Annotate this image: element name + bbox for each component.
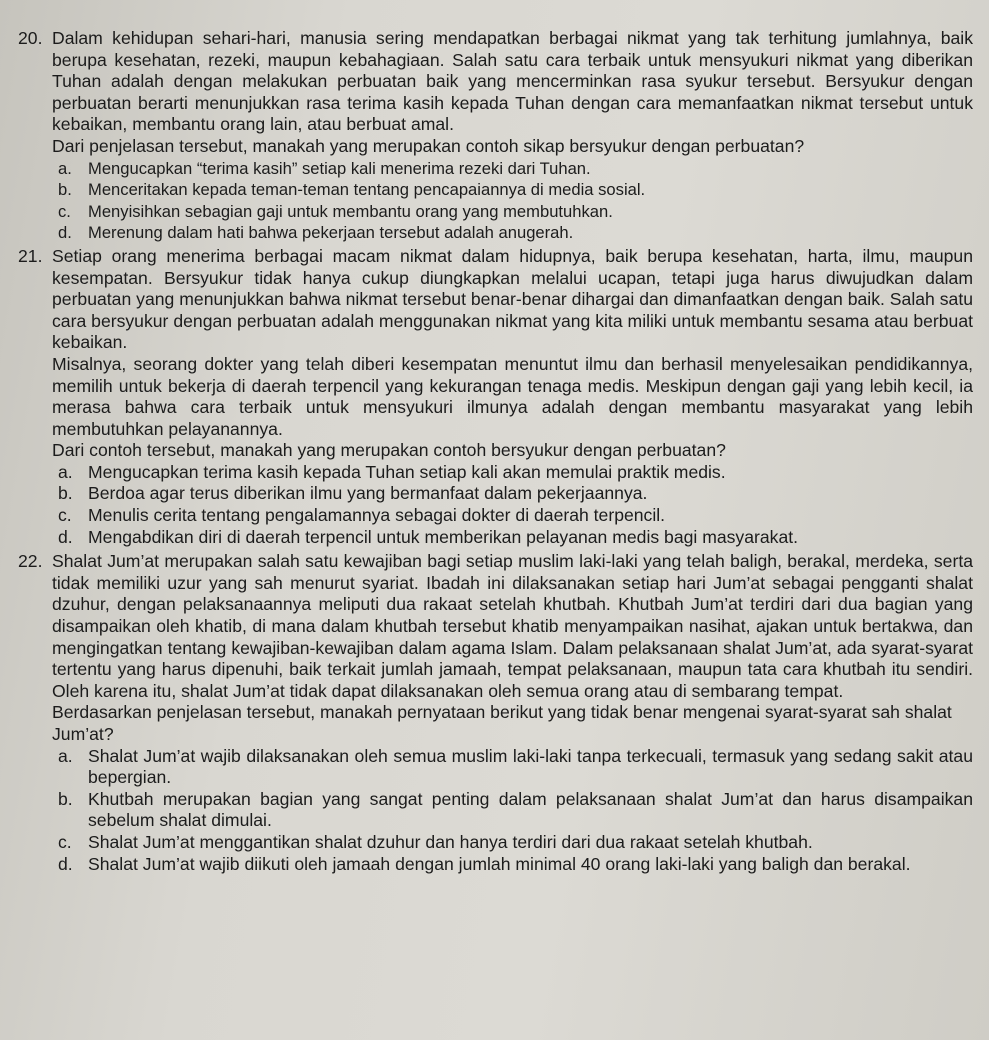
option-text: Shalat Jum’at wajib diikuti oleh jamaah dengan jumlah minimal 40 orang laki-laki yang baligh dan berakal. xyxy=(88,853,911,874)
option-label: d. xyxy=(58,853,73,874)
question-20 xyxy=(18,28,973,244)
answer-option-b[interactable] xyxy=(52,789,973,832)
option-label: c. xyxy=(58,831,72,852)
option-label: d. xyxy=(58,223,72,243)
answer-option-a[interactable] xyxy=(52,158,973,180)
option-text: Merenung dalam hati bahwa pekerjaan tersebut adalah anugerah. xyxy=(88,223,574,243)
answer-options xyxy=(52,462,973,548)
answer-option-c[interactable] xyxy=(52,201,973,223)
answer-option-a[interactable] xyxy=(52,746,973,789)
option-text: Mengucapkan terima kasih kepada Tuhan setiap kali akan memulai praktik medis. xyxy=(88,461,726,482)
question-body xyxy=(52,551,973,875)
option-text: Khutbah merupakan bagian yang sangat penting dalam pelaksanaan shalat Jum’at dan harus disampaikan sebelum shalat dimulai. xyxy=(88,788,973,831)
question-number: 21. xyxy=(18,245,43,266)
option-label: a. xyxy=(58,158,72,178)
question-paragraph: Dalam kehidupan sehari-hari, manusia sering mendapatkan berbagai nikmat yang tak terhitung jumlahnya, baik berupa kesehatan, rezeki, maupun kebahagiaan. Salah satu cara terbaik untuk mensyukuri nikmat yang diberikan Tuhan adalah dengan melakukan perbuatan baik yang mencerminkan rasa syukur tersebut. Bersyukur dengan perbuatan berarti menunjukkan rasa terima kasih kepada Tuhan dengan cara memanfaatkan nikmat tersebut untuk kebaikan, membantu orang lain, atau berbuat amal. xyxy=(52,28,973,135)
question-21 xyxy=(18,246,973,548)
option-text: Shalat Jum’at wajib dilaksanakan oleh semua muslim laki-laki tanpa terkecuali, termasuk yang sedang sakit atau bepergian. xyxy=(88,745,973,788)
question-number: 20. xyxy=(18,28,43,48)
option-label: a. xyxy=(58,461,73,482)
answer-option-d[interactable] xyxy=(52,222,973,244)
option-label: b. xyxy=(58,483,73,504)
option-label: a. xyxy=(58,745,73,766)
question-prompt: Berdasarkan penjelasan tersebut, manakah pernyataan berikut yang tidak benar mengenai syarat-syarat sah shalat Jum’at? xyxy=(52,702,952,744)
option-text: Mengabdikan diri di daerah terpencil untuk memberikan pelayanan medis bagi masyarakat. xyxy=(88,526,799,547)
answer-option-d[interactable] xyxy=(52,854,973,876)
answer-options xyxy=(52,746,973,876)
option-label: d. xyxy=(58,526,73,547)
option-text: Menceritakan kepada teman-teman tentang pencapaiannya di media sosial. xyxy=(88,180,646,200)
question-body xyxy=(52,246,973,548)
worksheet-page xyxy=(18,28,973,875)
answer-options xyxy=(52,158,973,244)
question-prompt: Dari penjelasan tersebut, manakah yang merupakan contoh sikap bersyukur dengan perbuatan? xyxy=(52,135,805,156)
answer-option-c[interactable] xyxy=(52,505,973,527)
question-body xyxy=(52,28,973,244)
answer-option-d[interactable] xyxy=(52,527,973,549)
option-label: c. xyxy=(58,201,71,221)
option-text: Mengucapkan “terima kasih” setiap kali menerima rezeki dari Tuhan. xyxy=(88,158,591,178)
option-label: b. xyxy=(58,788,73,809)
answer-option-b[interactable] xyxy=(52,483,973,505)
answer-option-b[interactable] xyxy=(52,179,973,201)
option-label: b. xyxy=(58,180,72,200)
question-prompt: Dari contoh tersebut, manakah yang merupakan contoh bersyukur dengan perbuatan? xyxy=(52,440,726,461)
question-number: 22. xyxy=(18,551,43,572)
option-text: Shalat Jum’at menggantikan shalat dzuhur dan hanya terdiri dari dua rakaat setelah khutbah. xyxy=(88,831,813,852)
answer-option-c[interactable] xyxy=(52,832,973,854)
question-paragraph: Setiap orang menerima berbagai macam nikmat dalam hidupnya, baik berupa kesehatan, harta, ilmu, maupun kesempatan. Bersyukur tidak hanya cukup diungkapkan melalui ucapan, tetapi juga harus diwujudkan dalam perbuatan yang menunjukkan bahwa nikmat tersebut benar-benar dihargai dan dimanfaatkan dengan baik. Salah satu cara bersyukur dengan perbuatan adalah menggunakan nikmat yang kita miliki untuk membantu sesama atau berbuat kebaikan. xyxy=(52,245,973,353)
question-22 xyxy=(18,551,973,875)
question-paragraph: Shalat Jum’at merupakan salah satu kewajiban bagi setiap muslim laki-laki yang telah baligh, berakal, merdeka, serta tidak memiliki uzur yang sah menurut syariat. Ibadah ini dilaksanakan setiap hari Jum’at sebagai pengganti shalat dzuhur, dengan pelaksanaannya meliputi dua rakaat setelah khutbah. Khutbah Jum’at terdiri dari dua bagian yang disampaikan oleh khatib, di mana dalam khutbah tersebut khatib menyampaikan nasihat, ajakan untuk bertakwa, dan mengingatkan tentang kewajiban-kewajiban dalam agama Islam. Dalam pelaksanaan shalat Jum’at, ada syarat-syarat tertentu yang harus dipenuhi, baik terkait jumlah jamaah, tempat pelaksanaan, maupun tata cara khutbah itu sendiri. Oleh karena itu, shalat Jum’at tidak dapat dilaksanakan oleh semua orang atau di sembarang tempat. xyxy=(52,551,973,701)
answer-option-a[interactable] xyxy=(52,462,973,484)
option-text: Berdoa agar terus diberikan ilmu yang bermanfaat dalam pekerjaannya. xyxy=(88,483,648,504)
option-text: Menyisihkan sebagian gaji untuk membantu orang yang membutuhkan. xyxy=(88,201,613,221)
option-text: Menulis cerita tentang pengalamannya sebagai dokter di daerah terpencil. xyxy=(88,505,666,526)
option-label: c. xyxy=(58,505,72,526)
question-paragraph: Misalnya, seorang dokter yang telah diberi kesempatan menuntut ilmu dan berhasil menyelesaikan pendidikannya, memilih untuk bekerja di daerah terpencil yang kekurangan tenaga medis. Meskipun dengan gaji yang lebih kecil, ia merasa bahwa cara terbaik untuk mensyukuri ilmunya adalah dengan membantu masyarakat yang lebih membutuhkan pelayanannya. xyxy=(52,353,973,439)
